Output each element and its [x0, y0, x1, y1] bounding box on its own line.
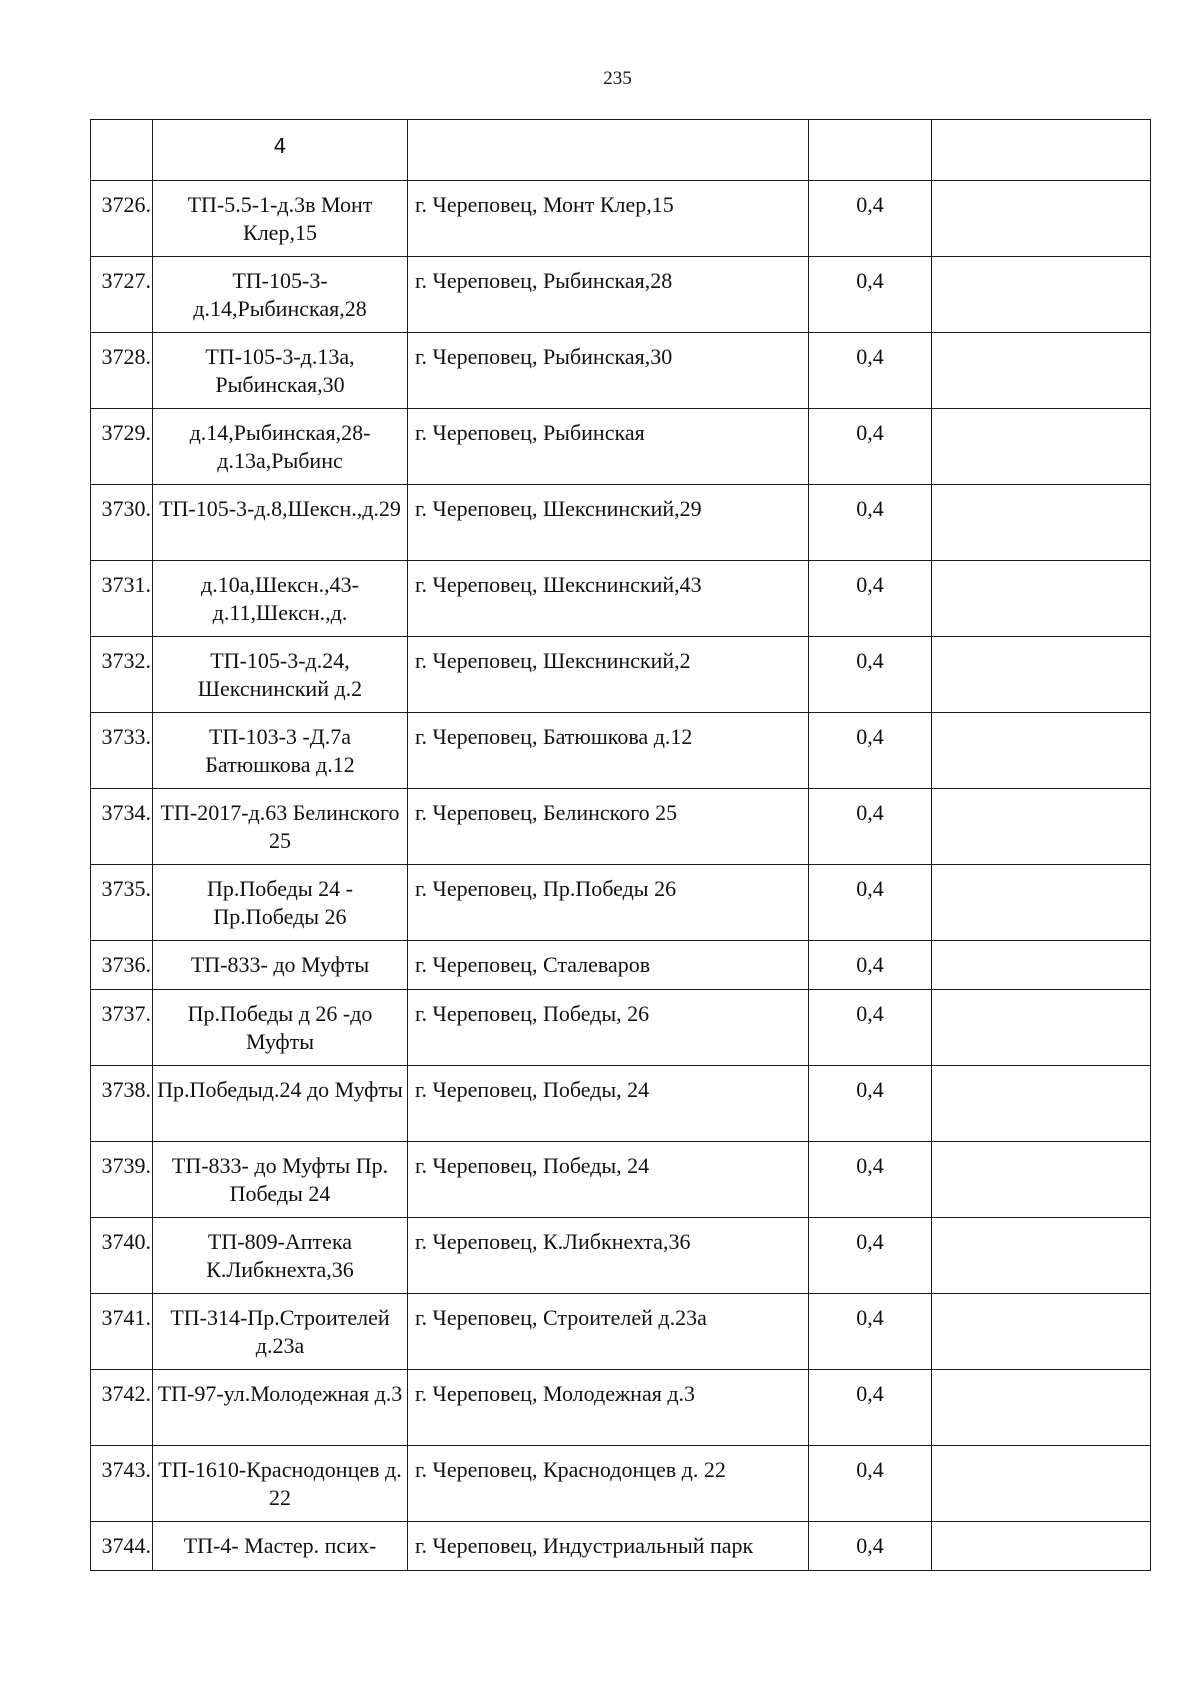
extra-cell [932, 1370, 1151, 1446]
table-row [91, 1142, 1151, 1218]
row-number: 3742. [91, 1370, 153, 1446]
extra-cell [932, 257, 1151, 333]
table-row [91, 1066, 1151, 1142]
voltage-value: 0,4 [809, 789, 932, 865]
row-number: 3728. [91, 333, 153, 409]
extra-cell [932, 1218, 1151, 1294]
object-name: Пр.Победыд.24 до Муфты [153, 1066, 408, 1142]
row-number: 3729. [91, 409, 153, 485]
row-number: 3740. [91, 1218, 153, 1294]
row-number: 3732. [91, 637, 153, 713]
object-name: д.14,Рыбинская,28-д.13а,Рыбинс [153, 409, 408, 485]
object-name: ТП-1610-Краснодонцев д. 22 [153, 1446, 408, 1522]
voltage-value: 0,4 [809, 181, 932, 257]
extra-cell [932, 789, 1151, 865]
header-cell-5 [932, 120, 1151, 181]
object-name: ТП-314-Пр.Строителей д.23а [153, 1294, 408, 1370]
object-name: ТП-2017-д.63 Белинского 25 [153, 789, 408, 865]
voltage-value: 0,4 [809, 1066, 932, 1142]
table-row [91, 1294, 1151, 1370]
table-row [91, 333, 1151, 409]
table-body [91, 120, 1151, 1571]
object-address: г. Череповец, Краснодонцев д. 22 [408, 1446, 809, 1522]
row-number: 3736. [91, 941, 153, 990]
object-name: Пр.Победы 24 - Пр.Победы 26 [153, 865, 408, 941]
extra-cell [932, 637, 1151, 713]
row-number: 3744. [91, 1522, 153, 1571]
table-row [91, 1522, 1151, 1571]
row-number: 3730. [91, 485, 153, 561]
table-row [91, 713, 1151, 789]
voltage-value: 0,4 [809, 409, 932, 485]
object-name: ТП-809-Аптека К.Либкнехта,36 [153, 1218, 408, 1294]
extra-cell [932, 1066, 1151, 1142]
extra-cell [932, 181, 1151, 257]
table-row [91, 789, 1151, 865]
row-number: 3731. [91, 561, 153, 637]
row-number: 3737. [91, 990, 153, 1066]
table-row [91, 1218, 1151, 1294]
object-address: г. Череповец, Рыбинская [408, 409, 809, 485]
object-name: ТП-833- до Муфты [153, 941, 408, 990]
voltage-value: 0,4 [809, 333, 932, 409]
voltage-value: 0,4 [809, 257, 932, 333]
object-address: г. Череповец, Победы, 24 [408, 1066, 809, 1142]
extra-cell [932, 1142, 1151, 1218]
row-number: 3734. [91, 789, 153, 865]
extra-cell [932, 1294, 1151, 1370]
row-number: 3726. [91, 181, 153, 257]
voltage-value: 0,4 [809, 941, 932, 990]
row-number: 3727. [91, 257, 153, 333]
row-number: 3738. [91, 1066, 153, 1142]
row-number: 3743. [91, 1446, 153, 1522]
voltage-value: 0,4 [809, 1142, 932, 1218]
object-address: г. Череповец, Рыбинская,30 [408, 333, 809, 409]
object-name: Пр.Победы д 26 -до Муфты [153, 990, 408, 1066]
extra-cell [932, 409, 1151, 485]
extra-cell [932, 561, 1151, 637]
extra-cell [932, 1446, 1151, 1522]
page-number: 235 [603, 68, 632, 89]
voltage-value: 0,4 [809, 1370, 932, 1446]
extra-cell [932, 713, 1151, 789]
object-address: г. Череповец, Победы, 26 [408, 990, 809, 1066]
object-address: г. Череповец, Сталеваров [408, 941, 809, 990]
row-number: 3735. [91, 865, 153, 941]
header-cell-3 [408, 120, 809, 181]
table-row [91, 181, 1151, 257]
object-address: г. Череповец, Батюшкова д.12 [408, 713, 809, 789]
table-row [91, 1370, 1151, 1446]
table-row [91, 865, 1151, 941]
header-cell-4 [809, 120, 932, 181]
row-number: 3733. [91, 713, 153, 789]
header-cell-2: 4 [153, 120, 408, 181]
object-name: ТП-105-3-д.8,Шексн.,д.29 [153, 485, 408, 561]
object-name: ТП-105-3-д.13а, Рыбинская,30 [153, 333, 408, 409]
extra-cell [932, 865, 1151, 941]
object-name: ТП-833- до Муфты Пр. Победы 24 [153, 1142, 408, 1218]
object-name: ТП-105-3-д.24, Шекснинский д.2 [153, 637, 408, 713]
voltage-value: 0,4 [809, 865, 932, 941]
table-row [91, 1446, 1151, 1522]
object-address: г. Череповец, Молодежная д.3 [408, 1370, 809, 1446]
row-number: 3739. [91, 1142, 153, 1218]
voltage-value: 0,4 [809, 561, 932, 637]
extra-cell [932, 333, 1151, 409]
voltage-value: 0,4 [809, 1522, 932, 1571]
object-name: ТП-4- Мастер. псих- [153, 1522, 408, 1571]
table-row [91, 409, 1151, 485]
object-address: г. Череповец, Шекснинский,29 [408, 485, 809, 561]
extra-cell [932, 485, 1151, 561]
object-address: г. Череповец, Монт Клер,15 [408, 181, 809, 257]
voltage-value: 0,4 [809, 485, 932, 561]
header-row [91, 120, 1151, 181]
object-address: г. Череповец, Шекснинский,2 [408, 637, 809, 713]
object-address: г. Череповец, Строителей д.23а [408, 1294, 809, 1370]
object-address: г. Череповец, Белинского 25 [408, 789, 809, 865]
object-address: г. Череповец, Пр.Победы 26 [408, 865, 809, 941]
object-address: г. Череповец, Рыбинская,28 [408, 257, 809, 333]
object-name: д.10а,Шексн.,43-д.11,Шексн.,д. [153, 561, 408, 637]
table-row [91, 637, 1151, 713]
row-number: 3741. [91, 1294, 153, 1370]
table-row [91, 990, 1151, 1066]
object-address: г. Череповец, Индустриальный парк [408, 1522, 809, 1571]
extra-cell [932, 990, 1151, 1066]
table-row [91, 941, 1151, 990]
extra-cell [932, 1522, 1151, 1571]
voltage-value: 0,4 [809, 1446, 932, 1522]
table-row [91, 485, 1151, 561]
registry-table [90, 119, 1151, 1571]
object-name: ТП-103-3 -Д.7а Батюшкова д.12 [153, 713, 408, 789]
extra-cell [932, 941, 1151, 990]
object-name: ТП-105-3-д.14,Рыбинская,28 [153, 257, 408, 333]
voltage-value: 0,4 [809, 1294, 932, 1370]
voltage-value: 0,4 [809, 713, 932, 789]
object-address: г. Череповец, Победы, 24 [408, 1142, 809, 1218]
table-row [91, 257, 1151, 333]
table-row [91, 561, 1151, 637]
object-name: ТП-97-ул.Молодежная д.3 [153, 1370, 408, 1446]
voltage-value: 0,4 [809, 1218, 932, 1294]
object-name: ТП-5.5-1-д.3в Монт Клер,15 [153, 181, 408, 257]
voltage-value: 0,4 [809, 637, 932, 713]
header-cell-1 [91, 120, 153, 181]
object-address: г. Череповец, Шекснинский,43 [408, 561, 809, 637]
voltage-value: 0,4 [809, 990, 932, 1066]
object-address: г. Череповец, К.Либкнехта,36 [408, 1218, 809, 1294]
